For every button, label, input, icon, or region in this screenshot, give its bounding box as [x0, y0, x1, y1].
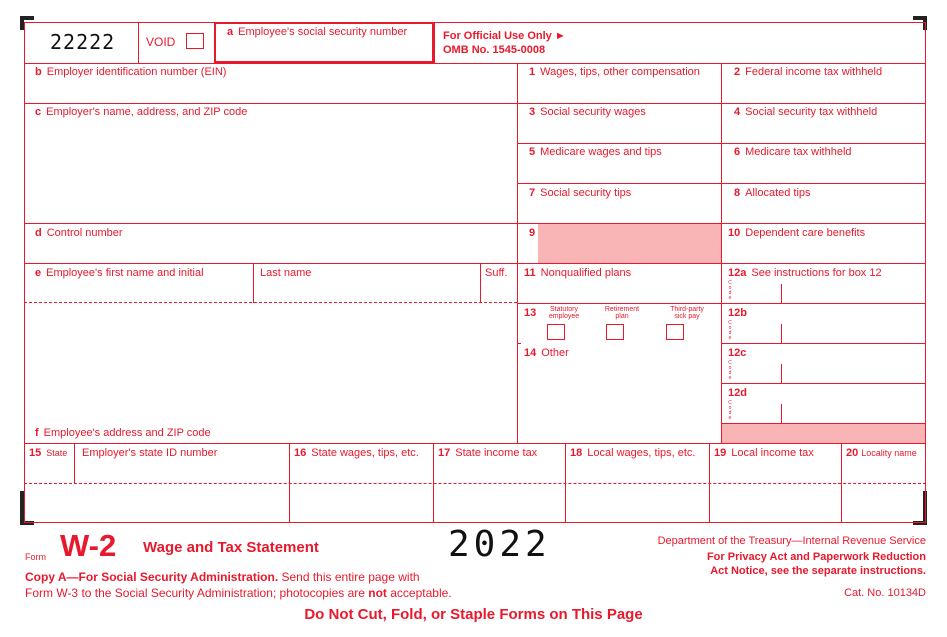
box-8-label: 8 Allocated tips — [734, 187, 811, 199]
control-code: 22222 — [50, 30, 116, 54]
box-7-label: 7 Social security tips — [529, 187, 632, 199]
statutory-employee-checkbox[interactable] — [547, 324, 565, 340]
box-16-label: 16 State wages, tips, etc. — [294, 447, 419, 459]
box-10-label: 10 Dependent care benefits — [728, 227, 866, 239]
box-14-label: 14 Other — [524, 347, 569, 359]
void-checkbox[interactable] — [186, 33, 204, 49]
box-18-label: 18 Local wages, tips, etc. — [570, 447, 696, 459]
box-12d-code-label: Code — [728, 400, 732, 421]
box-f-label: f Employee's address and ZIP code — [35, 427, 211, 439]
do-not-cut-notice: Do Not Cut, Fold, or Staple Forms on This Page — [304, 606, 643, 623]
box-3-label: 3 Social security wages — [529, 106, 646, 118]
box-4-label: 4 Social security tax withheld — [734, 106, 878, 118]
third-party-sick-pay-label: Third-party sick pay — [670, 306, 704, 320]
statutory-employee-label: Statutory employee — [548, 306, 580, 320]
privacy-notice-line-1: For Privacy Act and Paperwork Reduction — [706, 551, 926, 563]
box-b-label: b Employer identification number (EIN) — [35, 66, 227, 78]
retirement-plan-checkbox[interactable] — [606, 324, 624, 340]
department-label: Department of the Treasury—Internal Revenue Service — [657, 535, 926, 547]
box-12c-label: 12c — [728, 347, 747, 359]
retirement-plan-label: Retirement plan — [604, 306, 640, 320]
form-name: W-2 — [60, 528, 117, 563]
copy-a-line-2: Form W-3 to the Social Security Administration; photocopies are not acceptable. — [25, 586, 452, 600]
box-12b-label: 12b — [728, 307, 747, 319]
tax-year: 2022 — [448, 524, 551, 565]
box-12a-code-label: Code — [728, 280, 732, 301]
box-12d-label: 12d — [728, 387, 747, 399]
box-15-state-id-label: Employer's state ID number — [82, 447, 218, 459]
box-17-label: 17 State income tax — [438, 447, 538, 459]
box-e-suffix-label: Suff. — [485, 267, 508, 279]
box-e-label: e Employee's first name and initial — [35, 267, 204, 279]
copy-a-line-1: Copy A—For Social Security Administration. Send this entire page with — [25, 570, 420, 584]
box-13-label: 13 — [524, 307, 537, 319]
box-11-label: 11 Nonqualified plans — [524, 267, 632, 279]
box-1-label: 1 Wages, tips, other compensation — [529, 66, 700, 78]
catalog-number: Cat. No. 10134D — [844, 587, 926, 599]
box-5-label: 5 Medicare wages and tips — [529, 146, 662, 158]
void-label: VOID — [146, 35, 176, 49]
box-c-label: c Employer's name, address, and ZIP code — [35, 106, 248, 118]
omb-number: OMB No. 1545-0008 — [443, 44, 546, 56]
official-use-label: For Official Use Only ► — [443, 30, 566, 42]
box-9-label: 9 — [529, 227, 536, 239]
box-12b-code-label: Code — [728, 320, 732, 341]
box-12a-label: 12a See instructions for box 12 — [728, 267, 882, 279]
form-title: Wage and Tax Statement — [143, 539, 319, 556]
box-2-label: 2 Federal income tax withheld — [734, 66, 883, 78]
box-19-label: 19 Local income tax — [714, 447, 814, 459]
privacy-notice-line-2: Act Notice, see the separate instructions. — [710, 565, 926, 577]
box-a-label: a Employee's social security number — [227, 26, 408, 38]
box-12c-code-label: Code — [728, 360, 732, 381]
box-15-label: 15 State — [29, 447, 68, 459]
box-6-label: 6 Medicare tax withheld — [734, 146, 852, 158]
form-word: Form — [25, 552, 46, 562]
box-e-last-name-label: Last name — [260, 267, 312, 279]
box-20-label: 20 Locality name — [846, 447, 917, 459]
third-party-sick-pay-checkbox[interactable] — [666, 324, 684, 340]
box-d-label: d Control number — [35, 227, 123, 239]
